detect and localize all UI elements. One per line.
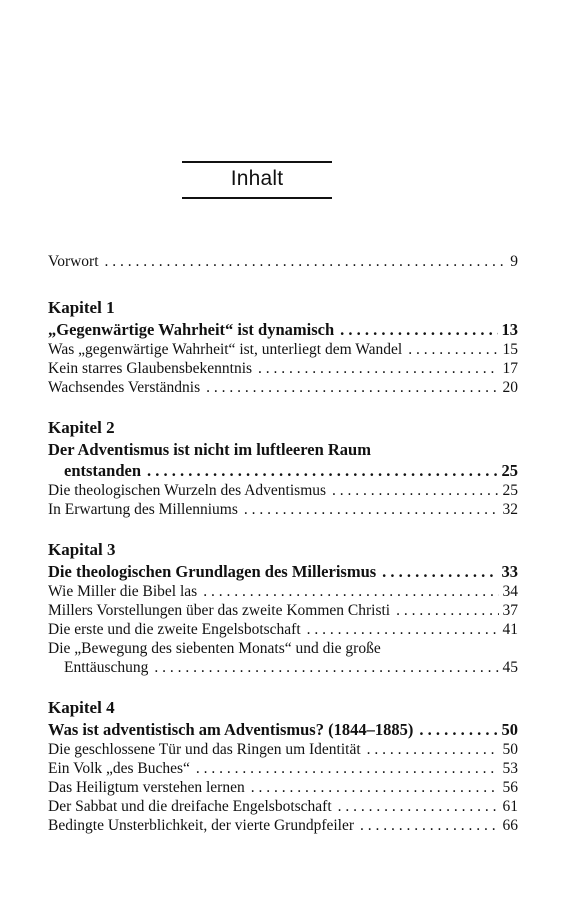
leader-dots — [244, 500, 499, 519]
leader-dots — [396, 601, 498, 620]
toc-entry-text: In Erwartung des Millenniums — [48, 501, 238, 518]
page-title: Inhalt — [230, 167, 284, 190]
toc-entry-text: Die erste und die zweite Engelsbotschaft — [48, 621, 301, 638]
toc-entry-text: Enttäuschung — [64, 659, 149, 676]
leader-dots — [203, 582, 498, 601]
chapter-label: Kapital 3 — [48, 540, 116, 559]
toc-entry[interactable] — [48, 620, 518, 639]
leader-dots — [147, 460, 497, 481]
toc-entry[interactable] — [48, 582, 518, 601]
toc-page-number: 66 — [502, 817, 518, 834]
toc-page-number: 9 — [510, 253, 518, 270]
toc-page-number: 61 — [502, 798, 518, 815]
toc-page-number: 53 — [502, 760, 518, 777]
toc-entry-text: Bedingte Unsterblichkeit, der vierte Grundpfeiler — [48, 817, 355, 834]
toc-entry-text: entstanden — [64, 461, 142, 480]
toc-chapter-title[interactable] — [48, 719, 518, 740]
toc-entry[interactable] — [48, 658, 518, 677]
table-of-contents — [48, 252, 518, 835]
leader-dots — [105, 252, 507, 271]
leader-dots — [419, 719, 497, 740]
toc-entry[interactable] — [48, 481, 518, 500]
toc-entry[interactable] — [48, 378, 518, 397]
leader-dots — [382, 561, 497, 582]
toc-page-number: 17 — [502, 360, 518, 377]
heading-block — [182, 161, 332, 199]
toc-page-number: 33 — [501, 562, 518, 581]
leader-dots — [332, 481, 498, 500]
toc-entry-text: Wachsendes Verständnis — [48, 379, 201, 396]
toc-entry-text: Was „gegenwärtige Wahrheit“ ist, unterliegt dem Wandel — [48, 341, 403, 358]
toc-page-number: 50 — [501, 720, 518, 739]
chapter-label: Kapitel 1 — [48, 298, 115, 317]
toc-entry-foreword[interactable] — [48, 252, 518, 271]
toc-page-number: 25 — [502, 482, 518, 499]
toc-entry-text: Die theologischen Wurzeln des Adventismus — [48, 482, 327, 499]
toc-page-number: 32 — [502, 501, 518, 518]
toc-entry[interactable] — [48, 797, 518, 816]
chapter-label: Kapitel 2 — [48, 418, 115, 437]
toc-chapter-title[interactable] — [48, 319, 518, 340]
toc-entry-text: Kein starres Glaubensbekenntnis — [48, 360, 253, 377]
toc-entry[interactable] — [48, 816, 518, 835]
leader-dots — [307, 620, 499, 639]
toc-page-number: 34 — [502, 583, 518, 600]
toc-entry[interactable] — [48, 601, 518, 620]
toc-page-number: 13 — [501, 320, 518, 339]
toc-page-number: 56 — [502, 779, 518, 796]
toc-entry-text: „Gegenwärtige Wahrheit“ ist dynamisch — [48, 320, 335, 339]
toc-entry-text: Millers Vorstellungen über das zweite Kommen Christi — [48, 602, 391, 619]
toc-entry-text: Die geschlossene Tür und das Ringen um Identität — [48, 741, 361, 758]
leader-dots — [338, 797, 499, 816]
toc-entry[interactable] — [48, 359, 518, 378]
toc-chapter-title[interactable] — [48, 561, 518, 582]
leader-dots — [367, 740, 499, 759]
leader-dots — [206, 378, 498, 397]
toc-page-number: 25 — [501, 461, 518, 480]
toc-entry-text: Das Heiligtum verstehen lernen — [48, 779, 245, 796]
toc-page-number: 45 — [502, 659, 518, 676]
toc-entry[interactable] — [48, 340, 518, 359]
toc-entry[interactable] — [48, 500, 518, 519]
toc-entry-text: Was ist adventistisch am Adventismus? (1844–1885) — [48, 720, 414, 739]
toc-page-number: 37 — [502, 602, 518, 619]
toc-page-number: 41 — [502, 621, 518, 638]
toc-entry-text: Der Sabbat und die dreifache Engelsbotschaft — [48, 798, 332, 815]
leader-dots — [196, 759, 499, 778]
leader-dots — [154, 658, 498, 677]
leader-dots — [340, 319, 497, 340]
toc-chapter-title[interactable] — [48, 460, 518, 481]
toc-page-number: 20 — [502, 379, 518, 396]
toc-chapter-title-line[interactable]: Der Adventismus ist nicht im luftleeren Raum — [48, 440, 371, 459]
leader-dots — [360, 816, 498, 835]
toc-page-number: 15 — [502, 341, 518, 358]
toc-entry[interactable] — [48, 740, 518, 759]
heading-rule-bottom — [182, 197, 332, 199]
toc-entry[interactable] — [48, 778, 518, 797]
leader-dots — [258, 359, 498, 378]
toc-entry[interactable] — [48, 759, 518, 778]
leader-dots — [251, 778, 499, 797]
toc-entry-text: Wie Miller die Bibel las — [48, 583, 198, 600]
chapter-label: Kapitel 4 — [48, 698, 115, 717]
toc-page-number: 50 — [502, 741, 518, 758]
toc-entry-text: Ein Volk „des Buches“ — [48, 760, 190, 777]
toc-entry-text: Vorwort — [48, 253, 99, 270]
toc-entry-line[interactable]: Die „Bewegung des siebenten Monats“ und die große — [48, 640, 381, 657]
toc-entry-text: Die theologischen Grundlagen des Millerismus — [48, 562, 377, 581]
leader-dots — [408, 340, 498, 359]
